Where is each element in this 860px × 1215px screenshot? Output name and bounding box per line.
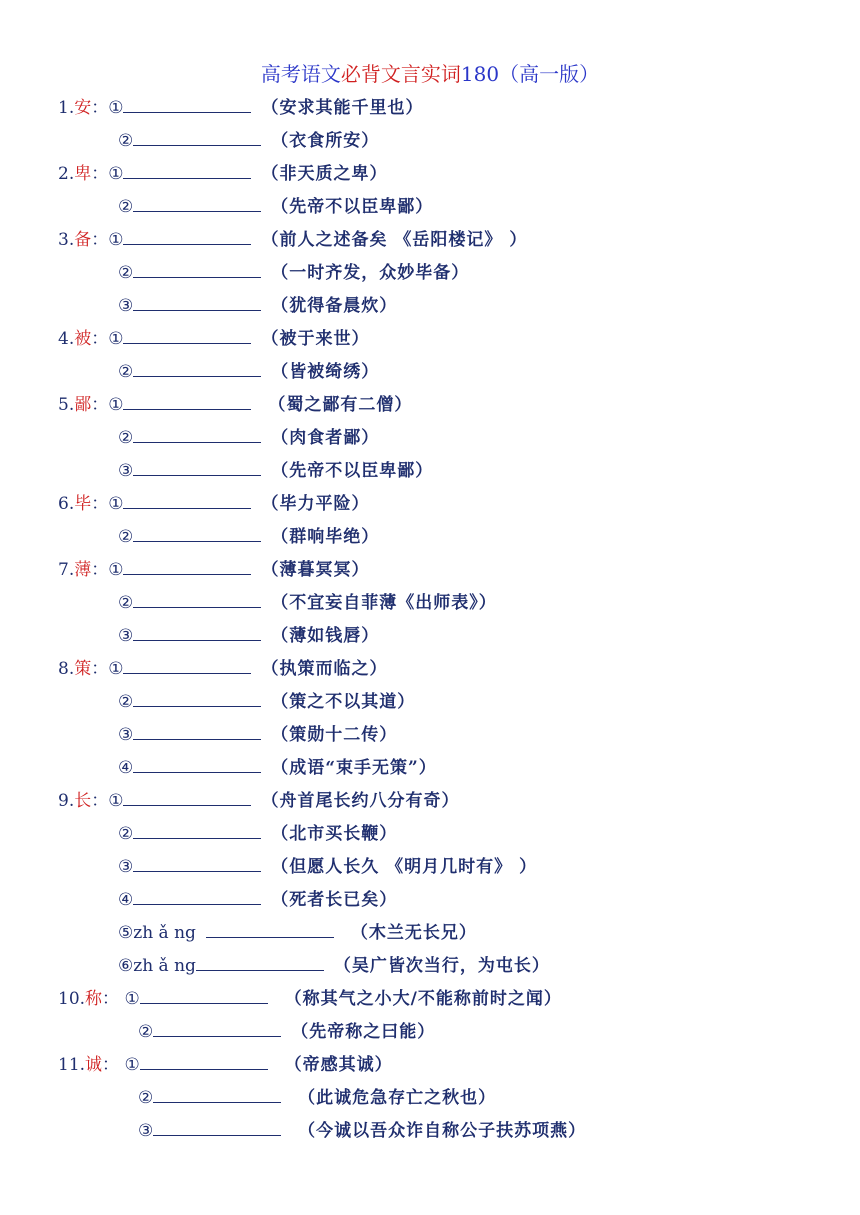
answer-blank[interactable] bbox=[123, 94, 251, 113]
answer-blank[interactable] bbox=[133, 622, 261, 641]
item-separator: ： bbox=[91, 230, 109, 250]
sense-marker: ③ bbox=[118, 857, 134, 877]
exercise-line bbox=[138, 1017, 435, 1047]
sense-marker: ⑥zh ǎ ng bbox=[118, 956, 196, 976]
sense-marker: ③ bbox=[118, 461, 134, 481]
sense-marker: ① bbox=[108, 560, 124, 580]
answer-blank[interactable] bbox=[123, 325, 251, 344]
item-separator: ： bbox=[91, 791, 109, 811]
answer-blank[interactable] bbox=[140, 1051, 268, 1070]
answer-blank[interactable] bbox=[133, 754, 261, 773]
exercise-line bbox=[118, 588, 497, 618]
example-sentence: （木兰无长兄） bbox=[343, 923, 477, 943]
example-sentence: （安求其能千里也） bbox=[261, 98, 424, 118]
example-sentence: （此诚危急存亡之秋也） bbox=[291, 1088, 497, 1108]
example-sentence: （群响毕绝） bbox=[271, 527, 380, 547]
keyword-char: 安 bbox=[74, 98, 92, 118]
exercise-line bbox=[118, 423, 379, 453]
item-number: 9. bbox=[58, 791, 75, 811]
answer-blank[interactable] bbox=[123, 787, 251, 806]
keyword-char: 卑 bbox=[74, 164, 92, 184]
sense-marker: ② bbox=[138, 1088, 154, 1108]
exercise-line bbox=[58, 984, 562, 1014]
item-separator: ： bbox=[91, 560, 109, 580]
keyword-char: 鄙 bbox=[74, 395, 92, 415]
sense-marker: ② bbox=[118, 197, 134, 217]
example-sentence: （吴广皆次当行，为屯长） bbox=[333, 956, 550, 976]
example-sentence: （前人之述备矣 《岳阳楼记》 ） bbox=[261, 230, 528, 250]
exercise-line bbox=[58, 93, 423, 123]
keyword-char: 备 bbox=[74, 230, 92, 250]
example-sentence: （肉食者鄙） bbox=[271, 428, 380, 448]
example-sentence: （成语“束手无策”） bbox=[271, 758, 437, 778]
exercise-line bbox=[58, 1050, 393, 1080]
sense-marker: ① bbox=[108, 659, 124, 679]
answer-blank[interactable] bbox=[123, 490, 251, 509]
example-sentence: （称其气之小大/不能称前时之闻） bbox=[277, 989, 562, 1009]
sense-marker: ② bbox=[118, 362, 134, 382]
sense-marker: ③ bbox=[118, 626, 134, 646]
item-separator: ： bbox=[91, 494, 109, 514]
example-sentence: （皆被绮绣） bbox=[271, 362, 380, 382]
item-separator: ： bbox=[102, 1055, 125, 1075]
sense-marker: ② bbox=[118, 692, 134, 712]
answer-blank[interactable] bbox=[123, 160, 251, 179]
item-number: 4. bbox=[58, 329, 75, 349]
example-sentence: （薄如钱唇） bbox=[271, 626, 380, 646]
answer-blank[interactable] bbox=[133, 127, 261, 146]
exercise-line bbox=[118, 357, 379, 387]
example-sentence: （策之不以其道） bbox=[271, 692, 416, 712]
sense-marker: ② bbox=[118, 428, 134, 448]
keyword-char: 称 bbox=[85, 989, 103, 1009]
item-number: 3. bbox=[58, 230, 75, 250]
item-separator: ： bbox=[91, 395, 109, 415]
example-sentence: （薄暮冥冥） bbox=[261, 560, 370, 580]
exercise-line bbox=[58, 159, 387, 189]
example-sentence: （不宜妄自菲薄《出师表》） bbox=[271, 593, 497, 613]
example-sentence: （策勋十二传） bbox=[271, 725, 398, 745]
exercise-line bbox=[58, 489, 369, 519]
sense-marker: ① bbox=[108, 791, 124, 811]
sense-marker: ① bbox=[108, 395, 124, 415]
answer-blank[interactable] bbox=[123, 655, 251, 674]
item-separator: ： bbox=[91, 164, 109, 184]
item-separator: ： bbox=[91, 98, 109, 118]
example-sentence: （蜀之鄙有二僧） bbox=[261, 395, 413, 415]
sense-marker: ② bbox=[118, 131, 134, 151]
exercise-line bbox=[118, 126, 379, 156]
sense-marker: ① bbox=[108, 230, 124, 250]
exercise-line bbox=[58, 786, 459, 816]
answer-blank[interactable] bbox=[133, 820, 261, 839]
item-number: 8. bbox=[58, 659, 75, 679]
sense-marker: ③ bbox=[138, 1121, 154, 1141]
answer-blank[interactable] bbox=[133, 259, 261, 278]
exercise-line bbox=[118, 522, 379, 552]
answer-blank[interactable] bbox=[206, 919, 334, 938]
sense-marker: ③ bbox=[118, 725, 134, 745]
title-part-1: 高考语文 bbox=[260, 62, 341, 86]
item-number: 6. bbox=[58, 494, 75, 514]
answer-blank[interactable] bbox=[133, 292, 261, 311]
item-number: 2. bbox=[58, 164, 75, 184]
keyword-char: 被 bbox=[74, 329, 92, 349]
item-separator: ： bbox=[91, 659, 109, 679]
item-separator: ： bbox=[102, 989, 125, 1009]
answer-blank[interactable] bbox=[133, 424, 261, 443]
exercise-line bbox=[138, 1083, 496, 1113]
sense-marker: ① bbox=[108, 329, 124, 349]
example-sentence: （帝感其诚） bbox=[277, 1055, 393, 1075]
example-sentence: （执策而临之） bbox=[261, 659, 388, 679]
sense-marker: ① bbox=[108, 164, 124, 184]
sense-marker: ② bbox=[138, 1022, 154, 1042]
answer-blank[interactable] bbox=[133, 358, 261, 377]
sense-marker: ② bbox=[118, 527, 134, 547]
exercise-line bbox=[138, 1116, 586, 1146]
item-number: 10. bbox=[58, 989, 86, 1009]
keyword-char: 薄 bbox=[74, 560, 92, 580]
exercise-line bbox=[58, 654, 387, 684]
example-sentence: （死者长已矣） bbox=[271, 890, 398, 910]
keyword-char: 毕 bbox=[74, 494, 92, 514]
example-sentence: （犹得备晨炊） bbox=[271, 296, 398, 316]
example-sentence: （毕力平险） bbox=[261, 494, 370, 514]
item-separator: ： bbox=[91, 329, 109, 349]
exercise-line bbox=[118, 852, 537, 882]
exercise-line bbox=[118, 687, 415, 717]
sense-marker: ① bbox=[108, 98, 124, 118]
sense-marker: ④ bbox=[118, 890, 134, 910]
example-sentence: （先帝不以臣卑鄙） bbox=[271, 461, 434, 481]
item-number: 1. bbox=[58, 98, 75, 118]
keyword-char: 长 bbox=[74, 791, 92, 811]
exercise-line bbox=[118, 918, 477, 948]
sense-marker: ④ bbox=[118, 758, 134, 778]
answer-blank[interactable] bbox=[153, 1117, 281, 1136]
example-sentence: （先帝不以臣卑鄙） bbox=[271, 197, 434, 217]
sense-marker: ③ bbox=[118, 296, 134, 316]
title-part-3: 180（高一版） bbox=[460, 62, 600, 86]
exercise-line bbox=[118, 192, 433, 222]
answer-blank[interactable] bbox=[123, 226, 251, 245]
page-title bbox=[0, 60, 860, 88]
answer-blank[interactable] bbox=[133, 193, 261, 212]
answer-blank[interactable] bbox=[153, 1084, 281, 1103]
answer-blank[interactable] bbox=[133, 853, 261, 872]
exercise-line bbox=[118, 819, 397, 849]
answer-blank[interactable] bbox=[123, 391, 251, 410]
sense-marker: ① bbox=[108, 494, 124, 514]
sense-marker: ① bbox=[124, 989, 140, 1009]
sense-marker: ① bbox=[124, 1055, 140, 1075]
keyword-char: 诚 bbox=[85, 1055, 103, 1075]
keyword-char: 策 bbox=[74, 659, 92, 679]
sense-marker: ⑤zh ǎ ng bbox=[118, 923, 196, 943]
example-sentence: （衣食所安） bbox=[271, 131, 380, 151]
example-sentence: （舟首尾长约八分有奇） bbox=[261, 791, 460, 811]
exercise-line bbox=[58, 555, 369, 585]
exercise-line bbox=[118, 720, 397, 750]
exercise-line bbox=[118, 291, 397, 321]
item-number: 11. bbox=[58, 1055, 86, 1075]
sense-marker: ② bbox=[118, 593, 134, 613]
example-sentence: （北市买长鞭） bbox=[271, 824, 398, 844]
exercise-line bbox=[118, 753, 437, 783]
example-sentence: （一时齐发，众妙毕备） bbox=[271, 263, 470, 283]
exercise-line bbox=[118, 456, 433, 486]
exercise-line bbox=[58, 324, 369, 354]
answer-blank[interactable] bbox=[133, 886, 261, 905]
exercise-line bbox=[58, 390, 412, 420]
example-sentence: （非天质之卑） bbox=[261, 164, 388, 184]
answer-blank[interactable] bbox=[133, 721, 261, 740]
exercise-line bbox=[58, 225, 527, 255]
answer-blank[interactable] bbox=[133, 589, 261, 608]
answer-blank[interactable] bbox=[133, 688, 261, 707]
example-sentence: （先帝称之曰能） bbox=[291, 1022, 436, 1042]
title-part-2: 必背文言实词 bbox=[340, 62, 461, 86]
answer-blank[interactable] bbox=[196, 952, 324, 971]
answer-blank[interactable] bbox=[153, 1018, 281, 1037]
exercise-line bbox=[118, 885, 397, 915]
exercise-line bbox=[118, 621, 379, 651]
answer-blank[interactable] bbox=[133, 523, 261, 542]
answer-blank[interactable] bbox=[123, 556, 251, 575]
exercise-line bbox=[118, 951, 550, 981]
item-number: 5. bbox=[58, 395, 75, 415]
sense-marker: ② bbox=[118, 824, 134, 844]
example-sentence: （但愿人长久 《明月几时有》 ） bbox=[271, 857, 538, 877]
answer-blank[interactable] bbox=[133, 457, 261, 476]
example-sentence: （被于来世） bbox=[261, 329, 370, 349]
exercise-line bbox=[118, 258, 469, 288]
item-number: 7. bbox=[58, 560, 75, 580]
answer-blank[interactable] bbox=[140, 985, 268, 1004]
example-sentence: （今诚以吾众诈自称公子扶苏项燕） bbox=[291, 1121, 587, 1141]
sense-marker: ② bbox=[118, 263, 134, 283]
